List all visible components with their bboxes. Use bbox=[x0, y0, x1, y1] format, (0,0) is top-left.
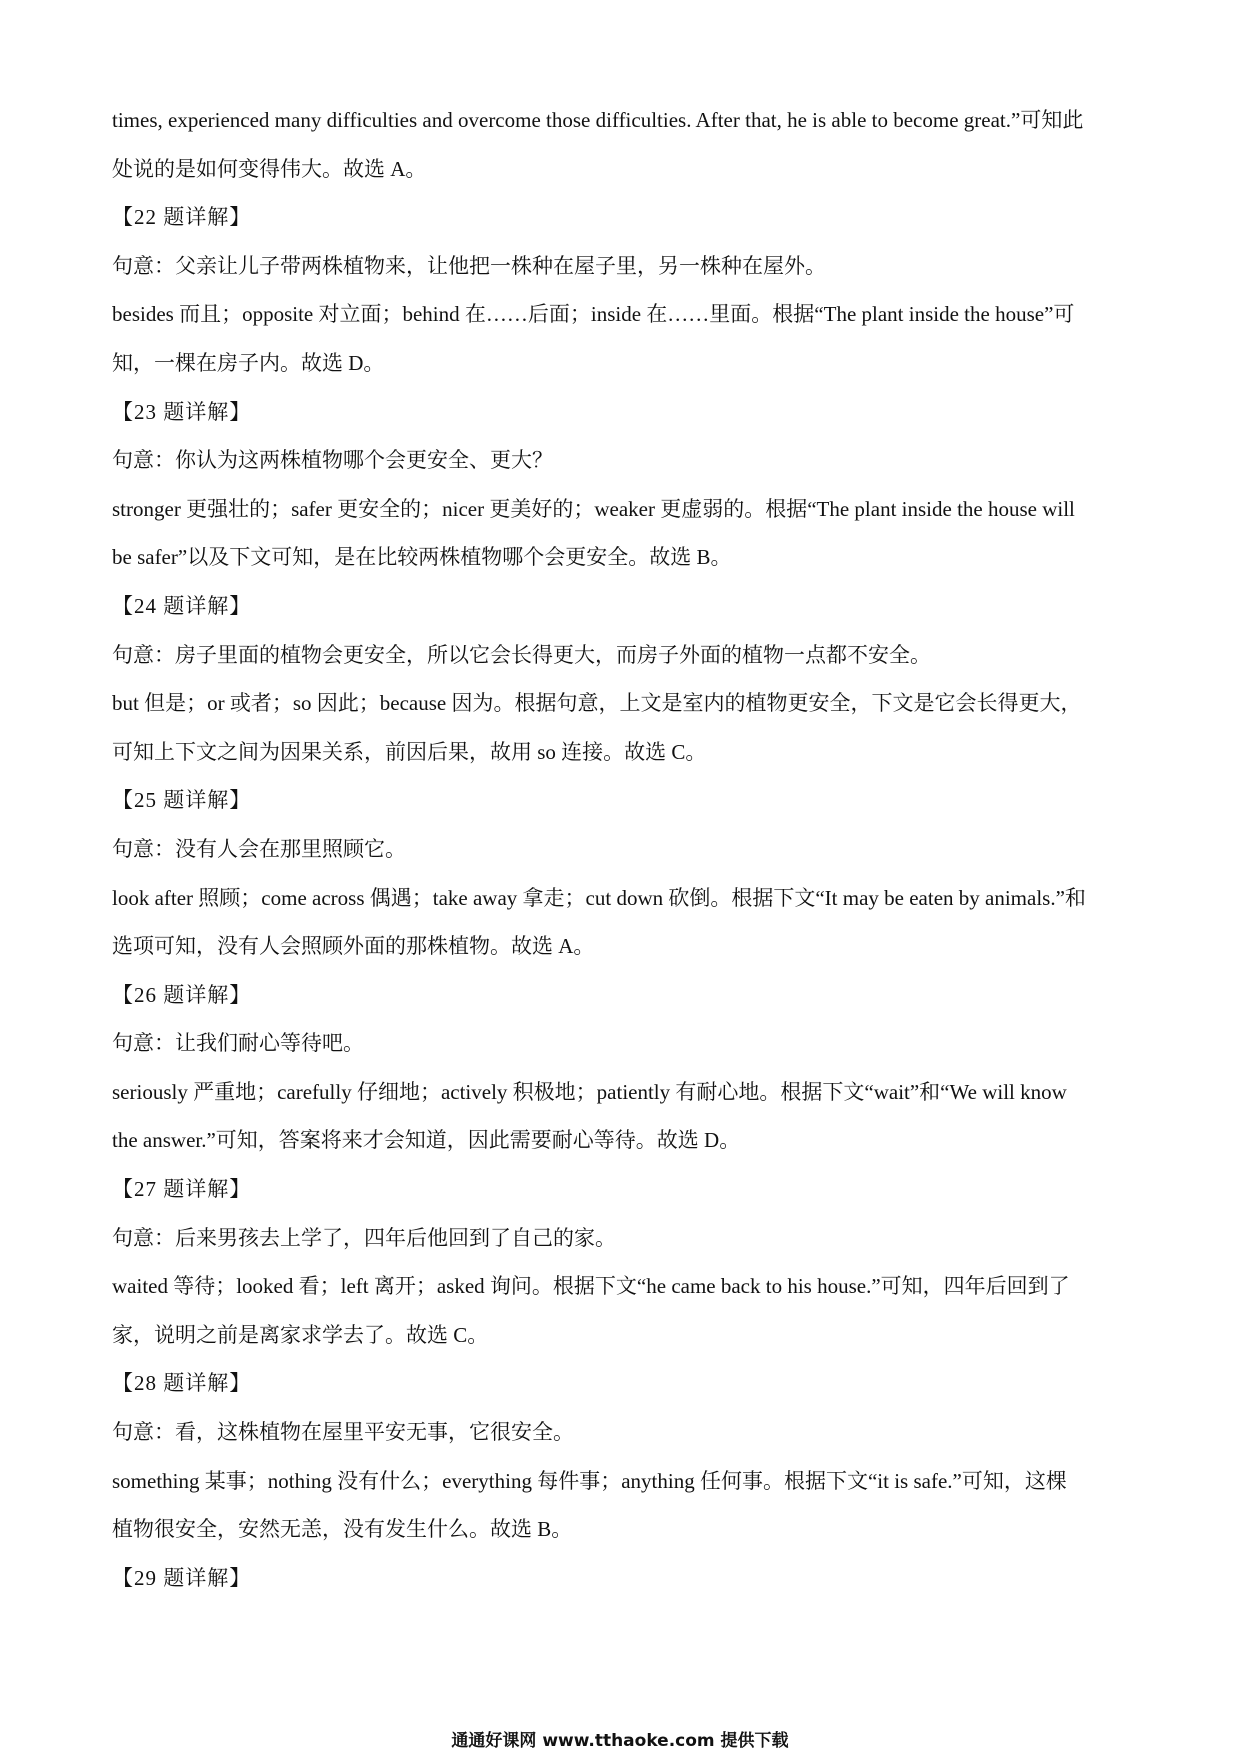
text-line: 句意：房子里面的植物会更安全，所以它会长得更大，而房子外面的植物一点都不安全。 bbox=[112, 642, 931, 667]
text-line: but 但是；or 或者；so 因此；because 因为。根据句意，上文是室内的植物更安全，下文是它会长得更大， bbox=[112, 691, 1082, 716]
section-heading: 【26 题详解】 bbox=[112, 982, 252, 1007]
text-line: 句意：父亲让儿子带两株植物来，让他把一株种在屋子里，另一株种在屋外。 bbox=[112, 253, 826, 278]
text-line: times, experienced many difficulties and overcome those difficulties. After that, he is able to become great.”可知此 bbox=[112, 108, 1084, 132]
text-line: waited 等待；looked 看；left 离开；asked 询问。根据下文“he came back to his house.”可知，四年后回到了 bbox=[112, 1274, 1070, 1299]
text-line: 家，说明之前是离家求学去了。故选 C。 bbox=[112, 1322, 489, 1347]
section-heading: 【24 题详解】 bbox=[112, 593, 252, 618]
text-line: be safer”以及下文可知，是在比较两株植物哪个会更安全。故选 B。 bbox=[112, 545, 732, 570]
page-footer: 通通好课网 www.tthaoke.com 提供下载 bbox=[451, 1731, 789, 1751]
text-line: 知，一棵在房子内。故选 D。 bbox=[112, 350, 385, 375]
text-line: 句意：让我们耐心等待吧。 bbox=[112, 1031, 364, 1056]
section-heading: 【23 题详解】 bbox=[112, 399, 252, 424]
text-line: 句意：看，这株植物在屋里平安无事，它很安全。 bbox=[112, 1420, 574, 1445]
text-line: 处说的是如何变得伟大。故选 A。 bbox=[112, 156, 427, 181]
document-body bbox=[112, 96, 1132, 1602]
text-line: 选项可知，没有人会照顾外面的那株植物。故选 A。 bbox=[112, 934, 595, 959]
section-heading: 【27 题详解】 bbox=[112, 1177, 252, 1202]
section-heading: 【29 题详解】 bbox=[112, 1565, 252, 1590]
section-heading: 【28 题详解】 bbox=[112, 1371, 252, 1396]
section-heading: 【22 题详解】 bbox=[112, 205, 252, 230]
text-line: something 某事；nothing 没有什么；everything 每件事；anything 任何事。根据下文“it is safe.”可知，这棵 bbox=[112, 1468, 1067, 1493]
text-line: 植物很安全，安然无恙，没有发生什么。故选 B。 bbox=[112, 1517, 573, 1542]
section-heading: 【25 题详解】 bbox=[112, 788, 252, 813]
text-line: stronger 更强壮的；safer 更安全的；nicer 更美好的；weaker 更虚弱的。根据“The plant inside the house will bbox=[112, 496, 1075, 521]
document-lines bbox=[112, 96, 1132, 1602]
text-line: the answer.”可知，答案将来才会知道，因此需要耐心等待。故选 D。 bbox=[112, 1128, 741, 1153]
text-line: besides 而且；opposite 对立面；behind 在……后面；inside 在……里面。根据“The plant inside the house”可 bbox=[112, 302, 1075, 327]
text-line: 句意：没有人会在那里照顾它。 bbox=[112, 836, 406, 861]
text-line: 可知上下文之间为因果关系，前因后果，故用 so 连接。故选 C。 bbox=[112, 739, 707, 764]
text-line: seriously 严重地；carefully 仔细地；actively 积极地；patiently 有耐心地。根据下文“wait”和“We will know bbox=[112, 1079, 1067, 1104]
text-line: 句意：你认为这两株植物哪个会更安全、更大？ bbox=[112, 448, 553, 473]
text-line: look after 照顾；come across 偶遇；take away 拿走；cut down 砍倒。根据下文“It may be eaten by animals.”和 bbox=[112, 885, 1086, 910]
text-line: 句意：后来男孩去上学了，四年后他回到了自己的家。 bbox=[112, 1225, 616, 1250]
